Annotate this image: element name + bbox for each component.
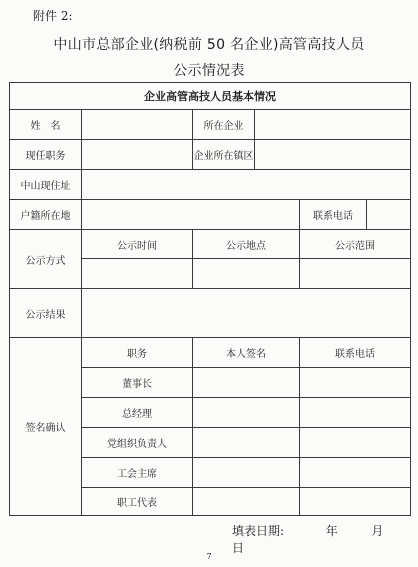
phone-label: 联系电话 (300, 200, 367, 230)
company-field[interactable] (255, 110, 411, 140)
publicity-result-field[interactable] (82, 289, 411, 338)
fill-date-month: 月 (371, 524, 384, 538)
signature-field[interactable] (193, 428, 300, 458)
contact-phone-field[interactable] (300, 428, 411, 458)
sign-col-position: 职务 (82, 338, 193, 368)
contact-phone-field[interactable] (300, 368, 411, 398)
town-label: 企业所在镇区 (193, 140, 255, 170)
company-label: 所在企业 (193, 110, 255, 140)
publicity-time-field[interactable] (82, 259, 193, 289)
signature-field[interactable] (193, 398, 300, 428)
sign-col-signature: 本人签名 (193, 338, 300, 368)
table-header: 企业高管高技人员基本情况 (10, 83, 411, 110)
position-label: 现任职务 (10, 140, 82, 170)
publicity-method-label: 公示方式 (10, 230, 82, 289)
position-field[interactable] (82, 140, 193, 170)
town-field[interactable] (255, 140, 411, 170)
contact-phone-field[interactable] (300, 398, 411, 428)
role-party-leader: 党组织负责人 (82, 428, 193, 458)
fill-date-label: 填表日期: (232, 524, 285, 538)
form-subtitle: 公示情况表 (173, 63, 245, 79)
publicity-place-label: 公示地点 (193, 230, 300, 259)
publicity-place-field[interactable] (193, 259, 300, 289)
role-employee-rep: 职工代表 (82, 488, 193, 516)
sign-label: 签名确认 (10, 338, 82, 516)
contact-phone-field[interactable] (300, 458, 411, 488)
name-label: 姓 名 (10, 110, 82, 140)
fill-date (232, 522, 418, 556)
address-label: 中山现住址 (10, 170, 82, 200)
address-field[interactable] (82, 170, 411, 200)
form-title: 中山市总部企业(纳税前 50 名企业)高管高技人员 (53, 37, 365, 53)
info-table (9, 82, 411, 516)
fill-date-day: 日 (232, 541, 245, 555)
phone-field[interactable] (367, 200, 411, 230)
sign-col-phone: 联系电话 (300, 338, 411, 368)
contact-phone-field[interactable] (300, 488, 411, 516)
role-general-manager: 总经理 (82, 398, 193, 428)
publicity-scope-field[interactable] (300, 259, 411, 289)
signature-field[interactable] (193, 368, 300, 398)
household-label: 户籍所在地 (10, 200, 82, 230)
publicity-scope-label: 公示范围 (300, 230, 411, 259)
signature-field[interactable] (193, 458, 300, 488)
name-field[interactable] (82, 110, 193, 140)
household-field[interactable] (82, 200, 300, 230)
publicity-result-label: 公示结果 (10, 289, 82, 338)
page-number: 7 (206, 552, 212, 561)
role-union-chair: 工会主席 (82, 458, 193, 488)
signature-field[interactable] (193, 488, 300, 516)
publicity-time-label: 公示时间 (82, 230, 193, 259)
role-chairman: 董事长 (82, 368, 193, 398)
fill-date-year: 年 (325, 524, 338, 538)
attachment-label: 附件 2: (33, 9, 73, 23)
